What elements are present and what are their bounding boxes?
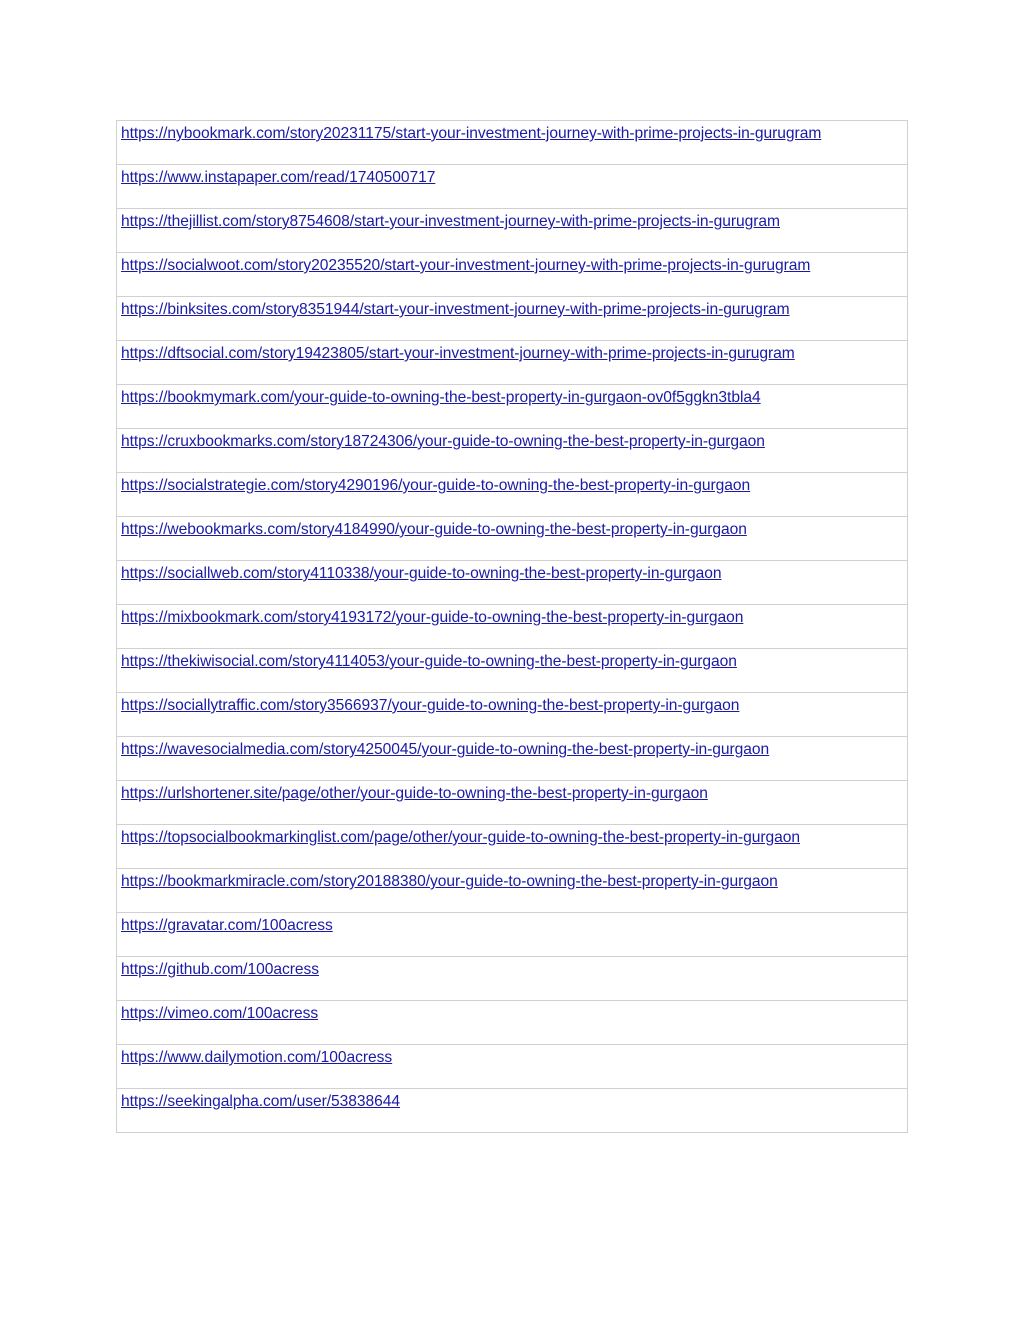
table-row	[117, 1089, 908, 1133]
table-cell	[117, 297, 908, 341]
link-socialwoot[interactable]: https://socialwoot.com/story20235520/start-your-investment-journey-with-prime-projects-in-gurugram	[121, 257, 811, 274]
table-cell	[117, 737, 908, 781]
link-bookmarkmiracle[interactable]: https://bookmarkmiracle.com/story20188380/your-guide-to-owning-the-best-property-in-gurgaon	[121, 873, 778, 890]
table-row	[117, 517, 908, 561]
table-row	[117, 957, 908, 1001]
link-sociallweb[interactable]: https://sociallweb.com/story4110338/your-guide-to-owning-the-best-property-in-gurgaon	[121, 565, 722, 582]
link-dailymotion[interactable]: https://www.dailymotion.com/100acress	[121, 1049, 393, 1066]
table-row	[117, 825, 908, 869]
table-row	[117, 165, 908, 209]
link-socialstrategie[interactable]: https://socialstrategie.com/story4290196/your-guide-to-owning-the-best-property-in-gurgaon	[121, 477, 751, 494]
table-row	[117, 385, 908, 429]
table-cell	[117, 1045, 908, 1089]
link-sociallytraffic[interactable]: https://sociallytraffic.com/story3566937/your-guide-to-owning-the-best-property-in-gurgaon	[121, 697, 740, 714]
link-thejillist[interactable]: https://thejillist.com/story8754608/start-your-investment-journey-with-prime-projects-in-gurugram	[121, 213, 780, 230]
table-row	[117, 869, 908, 913]
table-row	[117, 1001, 908, 1045]
table-cell	[117, 429, 908, 473]
table-cell	[117, 385, 908, 429]
table-cell	[117, 561, 908, 605]
table-cell	[117, 1001, 908, 1045]
link-nybookmark[interactable]: https://nybookmark.com/story20231175/start-your-investment-journey-with-prime-projects-in-gurugram	[121, 125, 822, 142]
table-cell	[117, 781, 908, 825]
table-cell	[117, 957, 908, 1001]
table-cell	[117, 1089, 908, 1133]
table-row	[117, 649, 908, 693]
table-row	[117, 429, 908, 473]
table-cell	[117, 913, 908, 957]
link-instapaper[interactable]: https://www.instapaper.com/read/1740500717	[121, 169, 436, 186]
table-row	[117, 253, 908, 297]
link-topsocialbookmarkinglist[interactable]: https://topsocialbookmarkinglist.com/page/other/your-guide-to-owning-the-best-property-in-gurgaon	[121, 829, 801, 846]
table-cell	[117, 605, 908, 649]
link-urlshortener[interactable]: https://urlshortener.site/page/other/your-guide-to-owning-the-best-property-in-gurgaon	[121, 785, 708, 802]
table-cell	[117, 869, 908, 913]
table-row	[117, 693, 908, 737]
table-cell	[117, 473, 908, 517]
table-cell	[117, 341, 908, 385]
link-gravatar[interactable]: https://gravatar.com/100acress	[121, 917, 333, 934]
table-cell	[117, 165, 908, 209]
link-seekingalpha[interactable]: https://seekingalpha.com/user/53838644	[121, 1093, 400, 1110]
table-row	[117, 737, 908, 781]
link-table	[116, 120, 908, 1133]
table-row	[117, 209, 908, 253]
table-cell	[117, 693, 908, 737]
table-row	[117, 605, 908, 649]
table-cell	[117, 253, 908, 297]
link-cruxbookmarks[interactable]: https://cruxbookmarks.com/story18724306/your-guide-to-owning-the-best-property-in-gurgaon	[121, 433, 765, 450]
table-row	[117, 341, 908, 385]
table-row	[117, 297, 908, 341]
table-cell	[117, 649, 908, 693]
link-binksites[interactable]: https://binksites.com/story8351944/start-your-investment-journey-with-prime-projects-in-gurugram	[121, 301, 790, 318]
link-wavesocialmedia[interactable]: https://wavesocialmedia.com/story4250045/your-guide-to-owning-the-best-property-in-gurgaon	[121, 741, 770, 758]
link-vimeo[interactable]: https://vimeo.com/100acress	[121, 1005, 319, 1022]
table-row	[117, 913, 908, 957]
table-cell	[117, 517, 908, 561]
table-row	[117, 781, 908, 825]
link-webookmarks[interactable]: https://webookmarks.com/story4184990/your-guide-to-owning-the-best-property-in-gurgaon	[121, 521, 747, 538]
table-cell	[117, 121, 908, 165]
link-github[interactable]: https://github.com/100acress	[121, 961, 319, 978]
table-cell	[117, 825, 908, 869]
link-dftsocial[interactable]: https://dftsocial.com/story19423805/start-your-investment-journey-with-prime-projects-in-gurugram	[121, 345, 795, 362]
link-thekiwisocial[interactable]: https://thekiwisocial.com/story4114053/your-guide-to-owning-the-best-property-in-gurgaon	[121, 653, 737, 670]
link-mixbookmark[interactable]: https://mixbookmark.com/story4193172/your-guide-to-owning-the-best-property-in-gurgaon	[121, 609, 744, 626]
table-cell	[117, 209, 908, 253]
link-bookmymark[interactable]: https://bookmymark.com/your-guide-to-owning-the-best-property-in-gurgaon-ov0f5ggkn3tbla4	[121, 389, 761, 406]
table-row	[117, 473, 908, 517]
table-row	[117, 121, 908, 165]
table-row	[117, 561, 908, 605]
table-row	[117, 1045, 908, 1089]
